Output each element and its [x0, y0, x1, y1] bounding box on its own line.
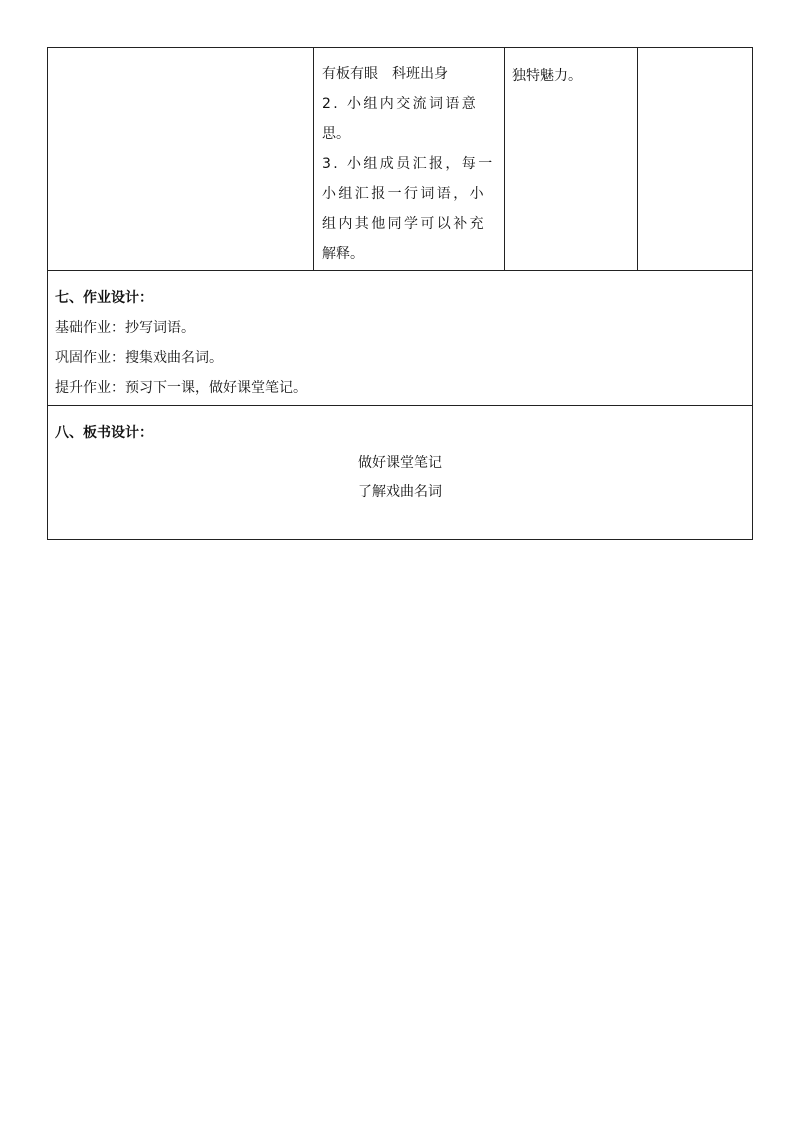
col-divider-2 — [504, 47, 505, 271]
design-intent-text: 独特魅力。 — [512, 68, 582, 84]
activity-line-5: 小组汇报一行词语，小 — [322, 186, 486, 202]
board-heading: 八、板书设计： — [55, 425, 153, 441]
homework-basic: 基础作业：抄写词语。 — [55, 320, 195, 336]
activity-line-6: 组内其他同学可以补充 — [322, 216, 486, 232]
activity-line-4: 3. 小组成员汇报，每一 — [322, 156, 495, 172]
row-divider-2 — [47, 405, 753, 406]
board-line-2: 了解戏曲名词 — [358, 484, 442, 500]
homework-extend: 提升作业：预习下一课，做好课堂笔记。 — [55, 380, 307, 396]
activity-line-1: 有板有眼 科班出身 — [322, 66, 448, 82]
activity-line-7: 解释。 — [322, 246, 364, 262]
table-border-bottom — [47, 539, 753, 540]
col-divider-3 — [637, 47, 638, 271]
activity-line-2: 2. 小组内交流词语意 — [322, 96, 479, 112]
activity-line-3: 思。 — [322, 126, 350, 142]
col-divider-1 — [313, 47, 314, 271]
board-line-1: 做好课堂笔记 — [358, 455, 442, 471]
table-border-top — [47, 47, 753, 48]
row-divider-1 — [47, 270, 753, 271]
homework-heading: 七、作业设计： — [55, 290, 153, 306]
homework-consolidate: 巩固作业：搜集戏曲名词。 — [55, 350, 223, 366]
